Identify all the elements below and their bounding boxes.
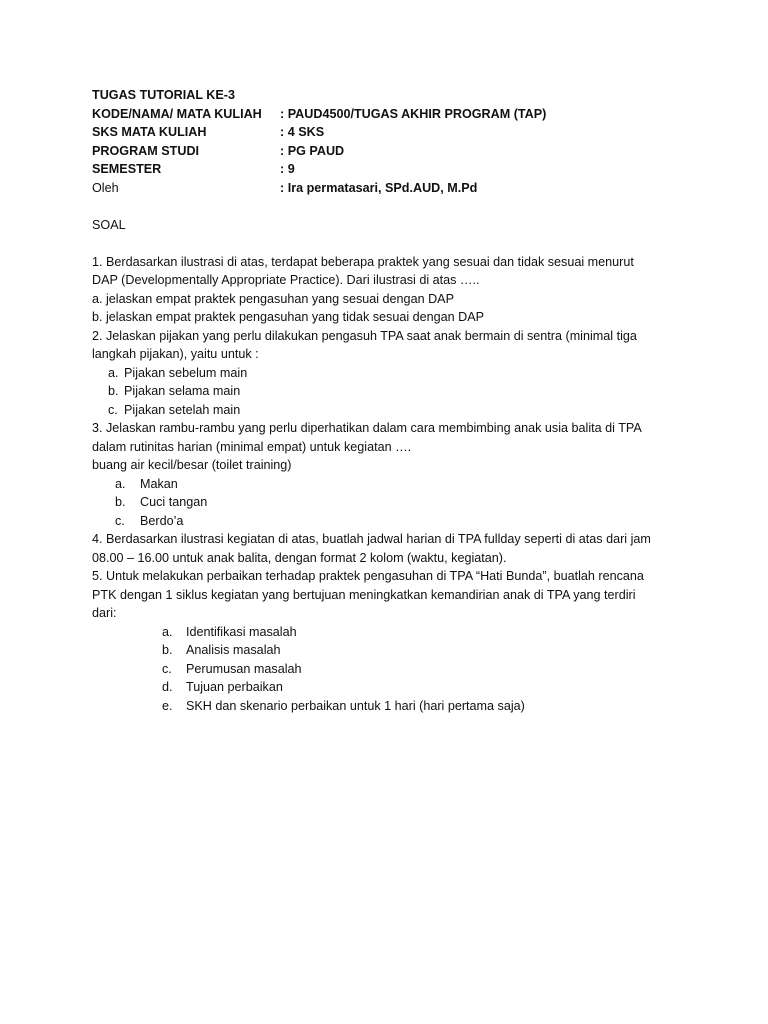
- question-1-text: 1. Berdasarkan ilustrasi di atas, terdapat beberapa praktek yang sesuai dan tidak sesuai menurut: [92, 254, 634, 269]
- header-value: : 9: [280, 162, 295, 176]
- question-4-text: 4. Berdasarkan ilustrasi kegiatan di atas, buatlah jadwal harian di TPA fullday seperti di atas dari jam: [92, 532, 651, 546]
- list-text: Perumusan masalah: [186, 661, 302, 676]
- header-value: : Ira permatasari, SPd.AUD, M.Pd: [280, 180, 478, 195]
- list-text: Pijakan setelah main: [124, 402, 241, 417]
- list-text: Pijakan selama main: [124, 384, 241, 398]
- header-row-program: [92, 142, 692, 161]
- question-5-text: PTK dengan 1 siklus kegiatan yang bertujuan meningkatkan kemandirian anak di TPA yang terdiri: [92, 587, 636, 602]
- question-3-text: 3. Jelaskan rambu-rambu yang perlu diperhatikan dalam cara membimbing anak usia balita di TPA: [92, 421, 642, 435]
- list-item: [92, 660, 692, 679]
- list-item: [92, 364, 692, 383]
- list-item: [92, 512, 692, 531]
- header-label: SEMESTER: [92, 162, 162, 176]
- list-text: Identifikasi masalah: [186, 624, 297, 639]
- header-label: KODE/NAMA/ MATA KULIAH: [92, 106, 262, 121]
- list-marker: e.: [162, 698, 173, 713]
- header-value: : PAUD4500/TUGAS AKHIR PROGRAM (TAP): [280, 106, 547, 121]
- list-marker: c.: [108, 402, 118, 417]
- list-marker: b.: [162, 643, 173, 657]
- list-item: [92, 401, 692, 420]
- list-item: [92, 623, 692, 642]
- header-label: PROGRAM STUDI: [92, 143, 200, 158]
- list-item: [92, 493, 692, 512]
- list-marker: b.: [108, 384, 119, 398]
- list-marker: b.: [115, 495, 126, 509]
- header-value: : 4 SKS: [280, 125, 325, 139]
- list-text: Tujuan perbaikan: [186, 680, 283, 694]
- question-5-text: dari:: [92, 606, 117, 620]
- document-title: [92, 86, 692, 105]
- list-marker: c.: [115, 513, 125, 528]
- header-row-course: [92, 105, 692, 124]
- question-4-text: 08.00 – 16.00 untuk anak balita, dengan format 2 kolom (waktu, kegiatan).: [92, 550, 507, 565]
- question-2-text: 2. Jelaskan pijakan yang perlu dilakukan pengasuh TPA saat anak bermain di sentra (minimal tiga: [92, 328, 637, 343]
- list-marker: a.: [115, 476, 126, 491]
- list-text: Cuci tangan: [140, 495, 208, 509]
- question-2-text: langkah pijakan), yaitu untuk :: [92, 347, 259, 361]
- list-text: Berdo’a: [140, 513, 184, 528]
- list-marker: a.: [108, 365, 119, 380]
- document-page: [92, 86, 692, 715]
- list-marker: c.: [162, 661, 172, 676]
- list-marker: a.: [162, 624, 173, 639]
- header-label: SKS MATA KULIAH: [92, 125, 207, 139]
- list-text: Makan: [140, 476, 178, 491]
- list-item: [92, 697, 692, 716]
- list-item: [92, 678, 692, 697]
- title-text: TUGAS TUTORIAL KE-3: [92, 88, 235, 102]
- list-text: Analisis masalah: [186, 643, 281, 657]
- header-label: Oleh: [92, 180, 119, 195]
- list-item: [92, 382, 692, 401]
- header-row-author: [92, 179, 692, 198]
- list-text: Pijakan sebelum main: [124, 365, 248, 380]
- header-value: : PG PAUD: [280, 143, 345, 158]
- soal-heading: SOAL: [92, 217, 126, 232]
- question-1-subitem: a. jelaskan empat praktek pengasuhan yang sesuai dengan DAP: [92, 291, 454, 306]
- question-1-subitem: b. jelaskan empat praktek pengasuhan yang tidak sesuai dengan DAP: [92, 310, 485, 324]
- header-row-sks: [92, 123, 692, 142]
- question-5-text: 5. Untuk melakukan perbaikan terhadap praktek pengasuhan di TPA “Hati Bunda”, buatlah rencana: [92, 569, 644, 583]
- header-row-semester: [92, 160, 692, 179]
- list-item: [92, 475, 692, 494]
- list-marker: d.: [162, 680, 173, 694]
- question-1-text: DAP (Developmentally Appropriate Practice). Dari ilustrasi di atas …..: [92, 273, 480, 287]
- question-3-text: dalam rutinitas harian (minimal empat) untuk kegiatan ….: [92, 439, 412, 454]
- list-item: [92, 641, 692, 660]
- list-text: SKH dan skenario perbaikan untuk 1 hari (hari pertama saja): [186, 698, 525, 713]
- question-3-text: buang air kecil/besar (toilet training): [92, 458, 292, 472]
